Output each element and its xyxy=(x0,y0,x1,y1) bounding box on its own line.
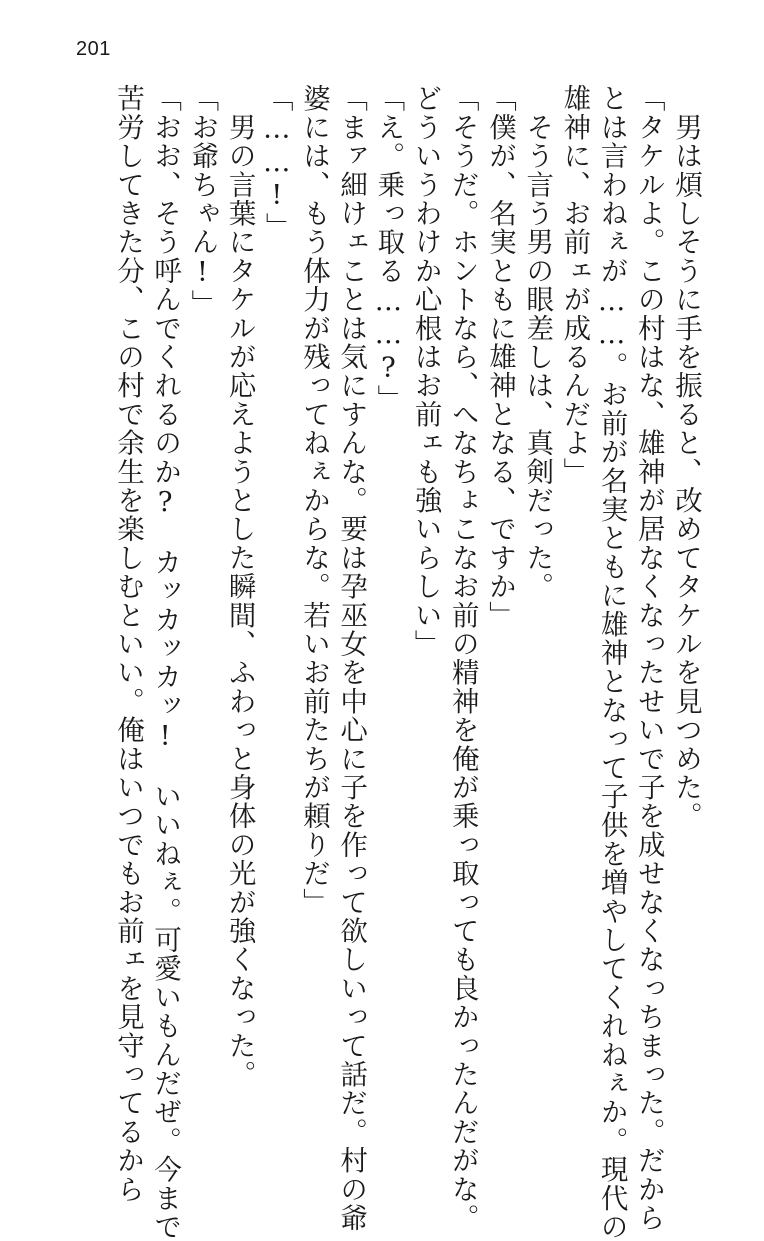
text-line: 「え。乗っ取る……?」 xyxy=(372,84,405,414)
text-line: そう言う男の眼差しは、真剣だった。 xyxy=(521,84,554,601)
text-line: 「お爺ちゃん!」 xyxy=(186,84,219,319)
text-line: 雄神に、お前ェが成るんだよ」 xyxy=(558,84,591,486)
text-line: 「そうだ。ホントなら、へなちょこなお前の精神を俺が乗っ取っても良かったんだがな。 xyxy=(446,84,479,1232)
text-line: 「おお、そう呼んでくれるのか? カッカッカッ! いいねぇ。可愛いもんだぜ。今まで xyxy=(149,84,182,1241)
text-line: どういうわけか心根はお前ェも強いらしい」 xyxy=(409,84,442,658)
text-line: 「僕が、名実ともに雄神となる、ですか」 xyxy=(483,84,516,630)
text-line: とは言わねぇが……。お前が名実ともに雄神となって子供を増やしてくれねぇか。現代の xyxy=(595,84,628,1241)
text-line: 男は煩しそうに手を振ると、改めてタケルを見つめた。 xyxy=(670,84,702,831)
vertical-text-body xyxy=(109,84,704,1241)
text-line: 苦労してきた分、この村で余生を楽しむといい。俺はいつでもお前ェを見守ってるから xyxy=(111,84,144,1204)
text-line: 「……!」 xyxy=(260,84,293,241)
text-line: 「まァ細けェことは気にすんな。要は孕巫女を中心に子を作って欲しいって話だ。村の爺 xyxy=(335,84,368,1232)
page-number: 201 xyxy=(76,38,111,60)
text-line: 「タケルよ。この村はな、雄神が居なくなったせいで子を成せなくなっちまった。だから xyxy=(632,84,665,1232)
text-line: 男の言葉にタケルが応えようとした瞬間、ふわっと身体の光が強くなった。 xyxy=(223,84,256,1089)
text-line: 婆には、もう体力が残ってねぇからな。若いお前たちが頼りだ」 xyxy=(297,84,330,917)
